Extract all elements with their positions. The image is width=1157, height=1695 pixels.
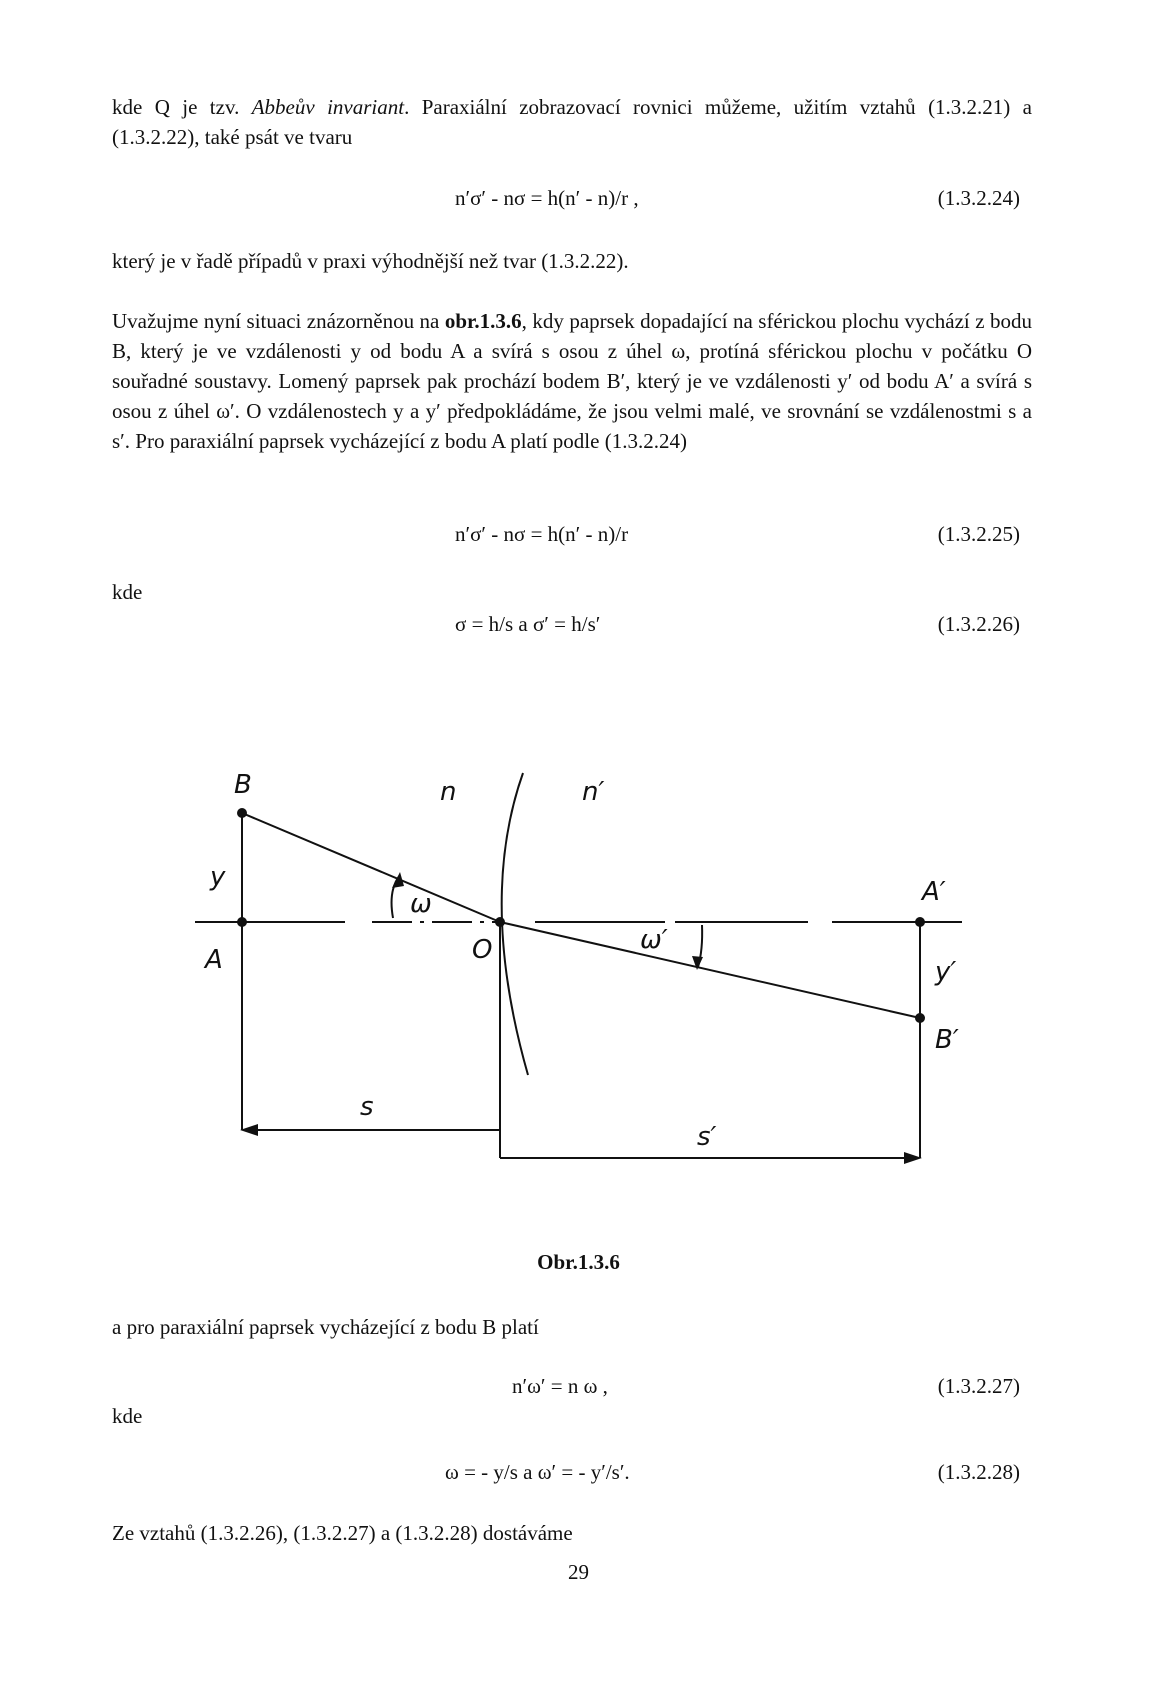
- equation-1-3-2-25: n′σ′ - nσ = h(n′ - n)/r: [455, 522, 629, 546]
- equation-1-3-2-27: n′ω′ = n ω ,: [512, 1374, 608, 1398]
- paragraph-point-B: a pro paraxiální paprsek vycházející z bodu B platí: [112, 1315, 539, 1339]
- label-B: B: [234, 770, 252, 800]
- equation-number-1-3-2-27: (1.3.2.27): [937, 1374, 1020, 1398]
- label-s-prime: s′: [697, 1122, 717, 1152]
- paragraph-advantage: který je v řadě případů v praxi výhodnější než tvar (1.3.2.22).: [112, 249, 629, 273]
- point-A: [237, 917, 247, 927]
- equation-number-1-3-2-25: (1.3.2.25): [937, 522, 1020, 546]
- equation-number-1-3-2-24: (1.3.2.24): [937, 186, 1020, 210]
- point-B: [237, 808, 247, 818]
- label-O: O: [472, 935, 493, 965]
- page-number: 29: [568, 1560, 589, 1584]
- label-omega-prime: ω′: [640, 925, 668, 955]
- p1-before: kde Q je tzv.: [112, 95, 252, 119]
- equation-1-3-2-28: ω = - y/s a ω′ = - y′/s′.: [445, 1460, 630, 1484]
- arrowhead-omega: [392, 872, 404, 888]
- where-label-1: kde: [112, 580, 143, 604]
- label-omega: ω: [410, 889, 432, 919]
- label-y: y: [210, 862, 226, 892]
- label-B-prime: B′: [935, 1025, 959, 1055]
- p1-after: . Paraxiální zobrazovací rovnici můžeme, užitím vztahů (1.3.2.21) a (1.3.2.22), také psát ve tvaru: [112, 95, 1033, 149]
- label-n-prime: n′: [582, 777, 605, 807]
- refracted-ray: [500, 922, 920, 1018]
- equation-1-3-2-26: σ = h/s a σ′ = h/s′: [455, 612, 601, 636]
- where-label-2: kde: [112, 1404, 143, 1428]
- label-A: A: [205, 945, 223, 975]
- equation-1-3-2-24: n′σ′ - nσ = h(n′ - n)/r ,: [455, 186, 639, 210]
- label-n: n: [440, 777, 457, 807]
- label-A-prime: A′: [922, 877, 946, 907]
- label-s: s: [360, 1092, 374, 1122]
- point-B-prime: [915, 1013, 925, 1023]
- paragraph-conclusion: Ze vztahů (1.3.2.26), (1.3.2.27) a (1.3.2.28) dostáváme: [112, 1521, 573, 1545]
- incident-ray: [242, 813, 500, 922]
- equation-number-1-3-2-28: (1.3.2.28): [937, 1460, 1020, 1484]
- point-O: [495, 917, 505, 927]
- p3-after: , kdy paprsek dopadající na sférickou plochu vychází z bodu B, který je ve vzdálenosti y od bodu A a svírá s osou z úhel ω, protíná sférickou plochu v počátku O souřadné soustavy. Lomený paprsek pak prochází bodem B′, který je ve vzdálenosti y′ od bodu A′ a svírá s osou z úhel ω′. O vzdálenostech y a y′ předpokládáme, že jsou velmi malé, ve srovnání se vzdálenostmi s a s′. Pro paraxiální paprsek vycházející z bodu A platí podle (1.3.2.24): [112, 309, 1032, 453]
- figure-reference: obr.1.3.6: [444, 309, 522, 333]
- label-y-prime: y′: [935, 957, 957, 987]
- figure-caption: Obr.1.3.6: [537, 1250, 620, 1274]
- equation-number-1-3-2-26: (1.3.2.26): [937, 612, 1020, 636]
- point-A-prime: [915, 917, 925, 927]
- p1-italic-term: Abbeův invariant: [251, 95, 405, 119]
- p3-before: Uvažujme nyní situaci znázorněnou na: [112, 309, 445, 333]
